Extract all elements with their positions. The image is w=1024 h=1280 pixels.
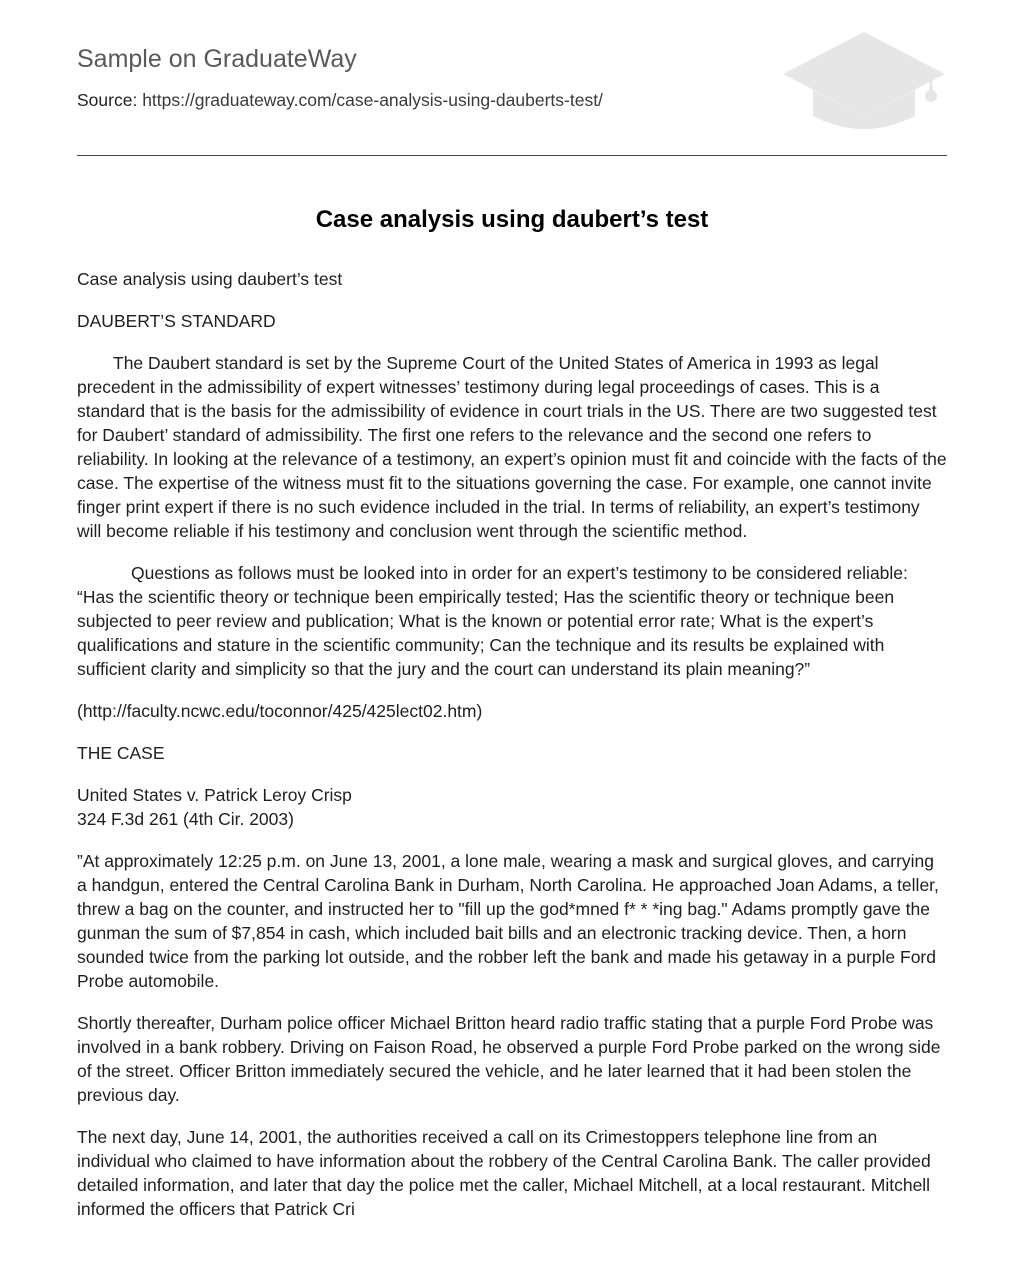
case-reference: [77, 783, 947, 831]
case-citation: 324 F.3d 261 (4th Cir. 2003): [77, 809, 294, 829]
site-name: Sample on GraduateWay: [77, 45, 357, 73]
source-link[interactable]: https://graduateway.com/case-analysis-using-dauberts-test/: [142, 90, 603, 110]
page-header: [77, 0, 947, 156]
source-label: Source:: [77, 90, 143, 110]
paragraph-daubert-standard: The Daubert standard is set by the Supreme Court of the United States of America in 1993 as legal precedent in the admissibility of expert witnesses’ testimony during legal proceedings of cases. This is a standard that is the basis for the admissibility of evidence in court trials in the US. There are two suggested test for Daubert’ standard of admissibility. The first one refers to the relevance and the second one refers to reliability. In looking at the relevance of a testimony, an expert’s opinion must fit and coincide with the facts of the case. The expertise of the witness must fit to the situations governing the case. For example, one cannot invite finger print expert if there is no such evidence included in the trial. In terms of reliability, an expert’s testimony will become reliable if his testimony and conclusion went through the scientific method.: [77, 353, 947, 541]
source-line: [77, 88, 603, 112]
graduation-cap-icon: [781, 30, 947, 134]
section-heading-daubert: DAUBERT’S STANDARD: [77, 311, 276, 331]
paragraph-robbery: ”At approximately 12:25 p.m. on June 13, 2001, a lone male, wearing a mask and surgical gloves, and carrying a handgun, entered the Central Carolina Bank in Durham, North Carolina. He approached Joan Adams, a teller, threw a bag on the counter, and instructed her to "fill up the god*mned f* * *ing bag." Adams promptly gave the gunman the sum of $7,854 in cash, which included bait bills and an electronic tracking device. Then, a horn sounded twice from the parking lot outside, and the robber left the bank and made his getaway in a purple Ford Probe automobile.: [77, 851, 939, 991]
paragraph-crimestoppers: The next day, June 14, 2001, the authorities received a call on its Crimestoppers telephone line from an individual who claimed to have information about the robbery of the Central Carolina Bank. The caller provided detailed information, and later that day the police met the caller, Michael Mitchell, at a local restaurant. Mitchell informed the officers that Patrick Cri: [77, 1127, 931, 1219]
paragraph-officer-britton: Shortly thereafter, Durham police officer Michael Britton heard radio traffic stating that a purple Ford Probe was involved in a bank robbery. Driving on Faison Road, he observed a purple Ford Probe parked on the wrong side of the street. Officer Britton immediately secured the vehicle, and he later learned that it had been stolen the previous day.: [77, 1013, 941, 1105]
document-title: Case analysis using daubert’s test: [315, 206, 709, 233]
paragraph-reliability-questions: Questions as follows must be looked into in order for an expert’s testimony to be considered reliable: “Has the scientific theory or technique been empirically tested; Has the scientific theory or technique been subjected to peer review and publication; What is the known or potential error rate; What is the expert’s qualifications and stature in the scientific community; Can the technique and its results be explained with sufficient clarity and simplicity so that the jury and the court can understand its plain meaning?”: [77, 563, 908, 679]
case-name: United States v. Patrick Leroy Crisp: [77, 785, 352, 805]
header-divider: [77, 155, 947, 156]
document-body: [77, 267, 947, 1239]
citation-link: (http://faculty.ncwc.edu/toconnor/425/425lect02.htm): [77, 701, 483, 721]
section-heading-case: THE CASE: [77, 743, 165, 763]
document-subtitle: Case analysis using daubert’s test: [77, 269, 343, 289]
